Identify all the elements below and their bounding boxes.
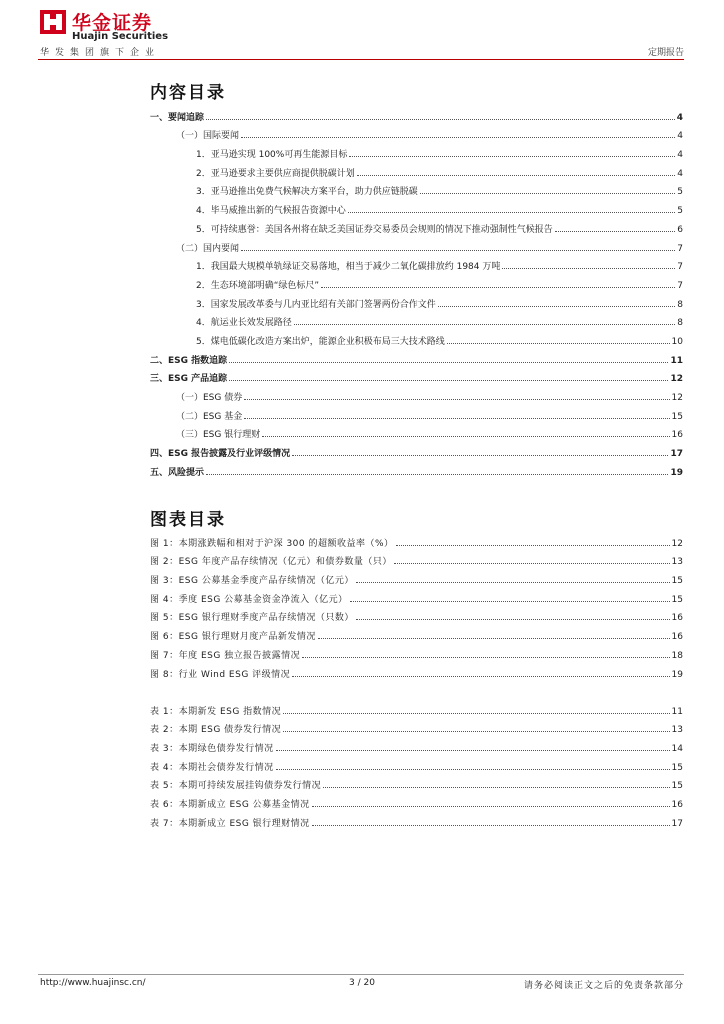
table-entry[interactable]: 表 4：本期社会债券发行情况 15 (150, 762, 683, 773)
toc-entry[interactable]: 二、ESG 指数追踪 11 (150, 355, 683, 366)
toc-entry[interactable]: 5．煤电低碳化改造方案出炉，能源企业积极布局三大技术路线 10 (196, 336, 683, 347)
figure-entry[interactable]: 图 1：本期涨跌幅和相对于沪深 300 的超额收益率（%） 12 (150, 538, 683, 549)
toc-entry[interactable]: 4．航运业长效发展路径 8 (196, 318, 683, 329)
figure-entry[interactable]: 图 8：行业 Wind ESG 评级情况 19 (150, 669, 683, 680)
toc-entry[interactable]: 四、ESG 报告披露及行业评级情况 17 (150, 449, 683, 460)
toc-entry[interactable]: （一）国际要闻 4 (176, 131, 683, 142)
table-entry[interactable]: 表 6：本期新成立 ESG 公募基金情况 16 (150, 800, 683, 811)
figures-title: 图表目录 (150, 510, 226, 530)
table-entry[interactable]: 表 7：本期新成立 ESG 银行理财情况 17 (150, 818, 683, 829)
huajin-logo-icon (40, 10, 66, 34)
figure-entry[interactable]: 图 5：ESG 银行理财季度产品存续情况（只数） 16 (150, 613, 683, 624)
toc-list (150, 104, 683, 478)
toc-entry[interactable]: （一）ESG 债券 12 (176, 393, 683, 403)
footer-divider (38, 974, 684, 975)
header-divider (38, 59, 684, 60)
toc-entry[interactable]: 5．可持续惠誉：美国各州将在缺乏美国证券交易委员会规则的情况下推动强制性气候报告 6 (196, 224, 683, 235)
table-list (150, 698, 683, 829)
toc-entry[interactable]: 2．生态环境部明确“绿色标尺” 7 (196, 280, 683, 291)
table-entry[interactable]: 表 1：本期新发 ESG 指数情况 11 (150, 706, 683, 717)
toc-entry[interactable]: 2．亚马逊要求主要供应商提供脱碳计划 4 (196, 168, 683, 179)
footer-disclaimer: 请务必阅读正文之后的免责条款部分 (523, 981, 684, 991)
toc-title: 内容目录 (150, 83, 226, 103)
toc-entry[interactable]: 三、ESG 产品追踪 12 (150, 374, 683, 385)
toc-entry[interactable]: 3．亚马逊推出免费气候解决方案平台，助力供应链脱碳 5 (196, 187, 683, 198)
toc-entry[interactable]: 五、风险提示 19 (150, 467, 683, 478)
figure-entry[interactable]: 图 6：ESG 银行理财月度产品新发情况 16 (150, 632, 683, 643)
report-type: 定期报告 (647, 48, 684, 58)
footer-url-link[interactable]: http://www.huajinsc.cn/ (40, 978, 146, 988)
brand-name-cn: 华金证券 (72, 12, 153, 34)
figure-list (150, 530, 683, 680)
figure-entry[interactable]: 图 4：季度 ESG 公募基金资金净流入（亿元） 15 (150, 594, 683, 605)
figure-entry[interactable]: 图 7：年度 ESG 独立报告披露情况 18 (150, 650, 683, 661)
table-entry[interactable]: 表 3：本期绿色债券发行情况 14 (150, 744, 683, 755)
toc-entry[interactable]: 1．亚马逊实现 100%可再生能源目标 4 (196, 150, 683, 161)
toc-entry[interactable]: 一、要闻追踪 4 (150, 112, 683, 123)
figure-entry[interactable]: 图 2：ESG 年度产品存续情况（亿元）和债券数量（只） 13 (150, 557, 683, 568)
brand-name-en: Huajin Securities (72, 31, 169, 42)
toc-entry[interactable]: （三）ESG 银行理财 16 (176, 430, 683, 441)
table-entry[interactable]: 表 5：本期可持续发展挂钩债券发行情况 15 (150, 781, 683, 792)
toc-entry[interactable]: 4．毕马威推出新的气候报告资源中心 5 (196, 206, 683, 217)
figure-entry[interactable]: 图 3：ESG 公募基金季度产品存续情况（亿元） 15 (150, 576, 683, 587)
toc-entry[interactable]: 1．我国最大规模单轨绿证交易落地，相当于减少二氧化碳排放约 1984 万吨 7 (196, 262, 683, 273)
toc-entry[interactable]: （二）国内要闻 7 (176, 243, 683, 254)
table-entry[interactable]: 表 2：本期 ESG 债券发行情况 13 (150, 725, 683, 736)
brand-subtitle: 华发集团旗下企业 (40, 48, 161, 58)
toc-entry[interactable]: （二）ESG 基金 15 (176, 411, 683, 422)
toc-entry[interactable]: 3．国家发展改革委与几内亚比绍有关部门签署两份合作文件 8 (196, 299, 683, 310)
page-number: 3 / 20 (349, 978, 375, 988)
